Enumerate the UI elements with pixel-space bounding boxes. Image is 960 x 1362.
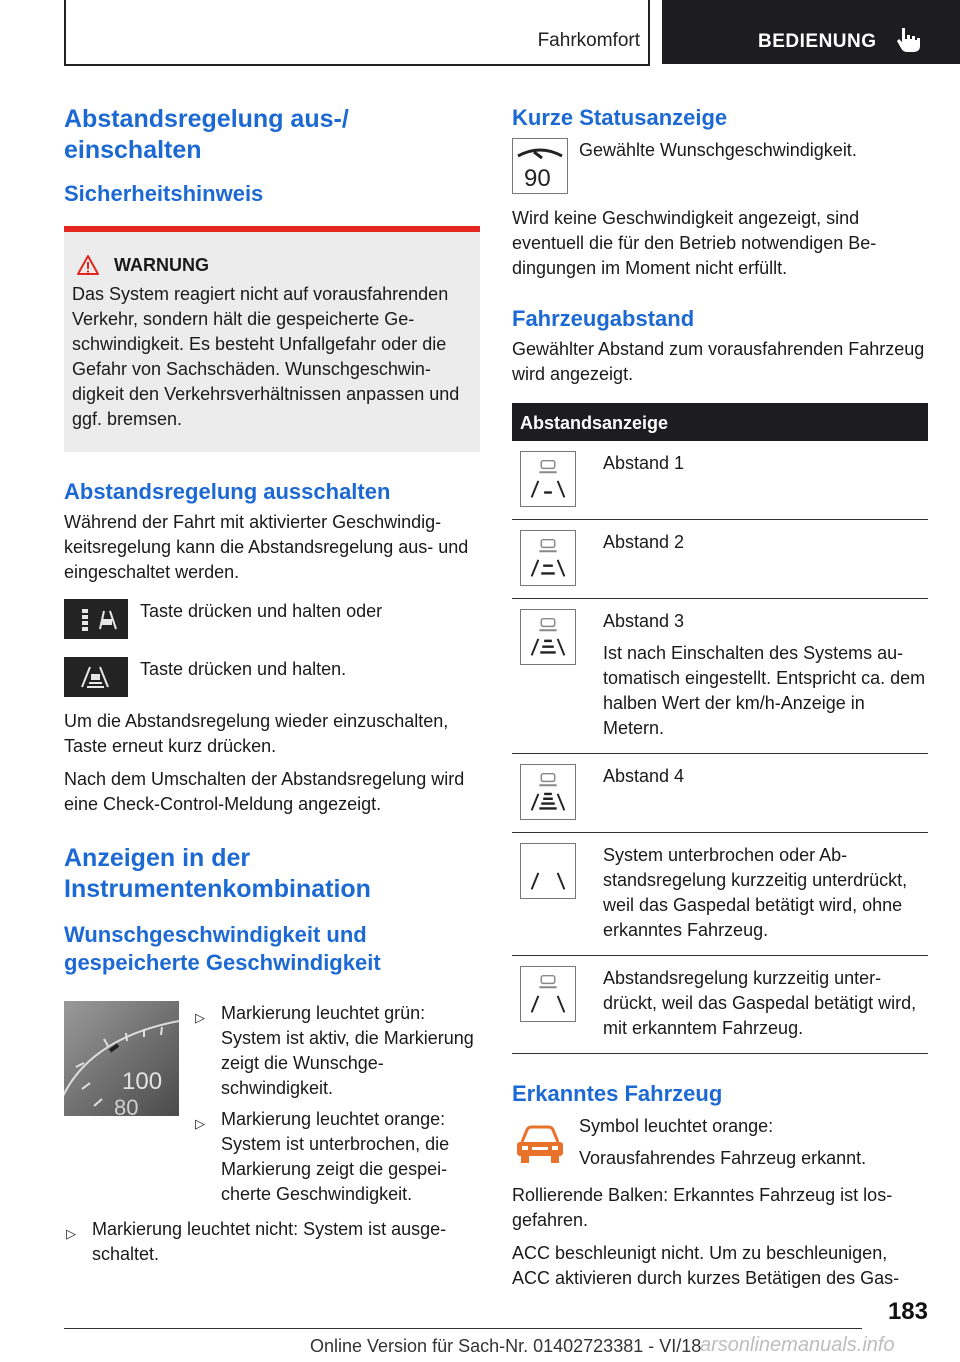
- suppressed-with-vehicle-icon: [520, 966, 576, 1022]
- list-item: [193, 1001, 480, 1101]
- footer-watermark: arsonlinemanuals.info: [700, 1334, 895, 1356]
- table-row: [512, 441, 928, 520]
- vehicle-row: [512, 1114, 928, 1171]
- warning-triangle-icon: [76, 254, 100, 276]
- distance-table: [512, 403, 928, 1054]
- table-row: [512, 956, 928, 1054]
- warning-text: Das System reagiert nicht auf vorausfahrenden Verkehr, sondern hält die gespeicherte Geschwindigkeit. Es besteht Unfallgefahr oder die Gefahr von Sachschäden. Wunschgeschwindigkeit den Verkehrsverhältnissen anpassen und ggf. bremsen.: [72, 284, 460, 429]
- key-row-2: [64, 657, 480, 697]
- right-column: [512, 100, 928, 1291]
- heading-erkanntes-fahrzeug: Erkanntes Fahrzeug: [512, 1081, 723, 1106]
- table-cell: Abstand 4: [603, 766, 685, 786]
- on-text: Um die Abstandsregelung wieder einzuschalten, Taste erneut kurz drücken.: [64, 711, 449, 756]
- bullet-triangle-icon: ▷: [66, 1226, 76, 1241]
- bullet-triangle-icon: ▷: [195, 1010, 205, 1025]
- speed-marking-block: [64, 1001, 480, 1213]
- distance-button-icon: [64, 599, 128, 639]
- bullet-triangle-icon: ▷: [195, 1116, 205, 1131]
- header-left-rule: [64, 0, 66, 66]
- distance-4-icon: [520, 764, 576, 820]
- status-icon-value: 90: [524, 165, 551, 192]
- heading-sicherheitshinweis: Sicherheitshinweis: [64, 181, 264, 206]
- warning-box: [64, 226, 480, 452]
- header-mid-rule: [648, 0, 650, 66]
- status-note: Wird keine Geschwindigkeit angezeigt, sind eventuell die für den Betrieb notwendigen Bedingungen im Moment nicht erfüllt.: [512, 208, 877, 278]
- table-cell: Abstand 2: [603, 532, 685, 552]
- table-row: [512, 754, 928, 833]
- left-column: [64, 100, 480, 1273]
- hand-pointer-icon: [896, 26, 922, 54]
- vehicle-text1: Symbol leuchtet orange:: [579, 1116, 774, 1136]
- system-interrupted-icon: [520, 843, 576, 899]
- heading-anzeigen: Anzeigen in der Instrumentenkombination: [64, 844, 371, 903]
- gauge-label-80: 80: [114, 1095, 139, 1116]
- bullet-text: Markierung leuchtet grün: System ist aktiv, die Markierung zeigt die Wunschgeschwindigkeit.: [221, 1003, 474, 1098]
- bullet-text: Markierung leuchtet nicht: System ist ausgeschaltet.: [92, 1219, 447, 1264]
- vehicle-text2: Vorausfahrendes Fahrzeug erkannt.: [579, 1148, 867, 1168]
- heading-fahrzeugabstand: Fahrzeugabstand: [512, 306, 695, 331]
- status-row: [512, 138, 928, 194]
- marking-list-2: [64, 1217, 480, 1267]
- distance-button-icon: [64, 657, 128, 697]
- distance-text: Gewählter Abstand zum vorausfahrenden Fahrzeug wird angezeigt.: [512, 339, 925, 384]
- detected-vehicle-icon: [512, 1122, 568, 1170]
- acc-text: ACC beschleunigt nicht. Um zu beschleunigen, ACC aktivieren durch kurzes Betätigen des Gas-: [512, 1243, 900, 1288]
- table-cell-title: Abstand 3: [603, 611, 685, 631]
- table-cell: System unterbrochen oder Abstandsregelung kurzzeitig unterdrückt, weil das Gaspedal betätigt wird, ohne erkanntes Fahrzeug.: [603, 845, 908, 940]
- list-item: [193, 1107, 480, 1207]
- footer-online-version: Online Version für Sach-Nr. 01402723381 - VI/18: [310, 1336, 702, 1356]
- key1-text: Taste drücken und halten oder: [140, 601, 383, 621]
- distance-2-icon: [520, 530, 576, 586]
- bullet-text: Markierung leuchtet orange: System ist unterbrochen, die Markierung zeigt die gespeicherte Geschwindigkeit.: [221, 1109, 450, 1204]
- vehicle-text-block: [579, 1114, 866, 1171]
- footer-rule: [64, 1328, 862, 1329]
- speed-status-icon: [512, 138, 568, 194]
- off-text: Während der Fahrt mit aktivierter Geschwindigkeitsregelung kann die Abstandsregelung aus- und eingeschaltet werden.: [64, 512, 469, 582]
- table-cell: Abstand 1: [603, 453, 685, 473]
- key2-text: Taste drücken und halten.: [140, 659, 347, 679]
- header-section-title: Fahrkomfort: [537, 30, 640, 51]
- distance-1-icon: [520, 451, 576, 507]
- key-row-1: [64, 599, 480, 639]
- warning-title: WARNUNG: [114, 254, 209, 275]
- table-cell: [603, 609, 928, 741]
- gauge-label-100: 100: [122, 1068, 163, 1095]
- speedometer-gauge-image: [64, 1001, 179, 1116]
- warning-title-row: [72, 254, 472, 276]
- heading-abstandsregelung: Abstandsregelung aus-/ einschalten: [64, 105, 349, 164]
- table-row: [512, 833, 928, 956]
- page-number: 183: [887, 1298, 928, 1325]
- marking-list: [193, 1001, 480, 1213]
- table-row: [512, 599, 928, 754]
- rolling-bars-text: Rollierende Balken: Erkanntes Fahrzeug ist losgefahren.: [512, 1185, 893, 1230]
- heading-ausschalten: Abstandsregelung ausschalten: [64, 479, 391, 504]
- check-control-text: Nach dem Umschalten der Abstandsregelung wird eine Check-Control-Meldung angezeigt.: [64, 769, 465, 814]
- heading-wunschgeschwindigkeit: Wunschgeschwindigkeit und gespeicherte Geschwindigkeit: [64, 922, 381, 975]
- table-row: [512, 520, 928, 599]
- table-cell: Abstandsregelung kurzzeitig unterdrückt, weil das Gaspedal betätigt wird, mit erkanntem Fahrzeug.: [603, 968, 917, 1038]
- header-bottom-rule: [64, 64, 650, 66]
- list-item: [64, 1217, 480, 1267]
- heading-statusanzeige: Kurze Statusanzeige: [512, 105, 728, 130]
- status-text: Gewählte Wunschgeschwindigkeit.: [579, 140, 857, 160]
- header-chapter-title: BEDIENUNG: [758, 31, 877, 52]
- table-cell-note: Ist nach Einschalten des Systems automatisch eingestellt. Entspricht ca. dem halben Wert der km/h-Anzeige in Metern.: [603, 643, 926, 738]
- table-header: Abstandsanzeige: [512, 403, 928, 441]
- distance-3-icon: [520, 609, 576, 665]
